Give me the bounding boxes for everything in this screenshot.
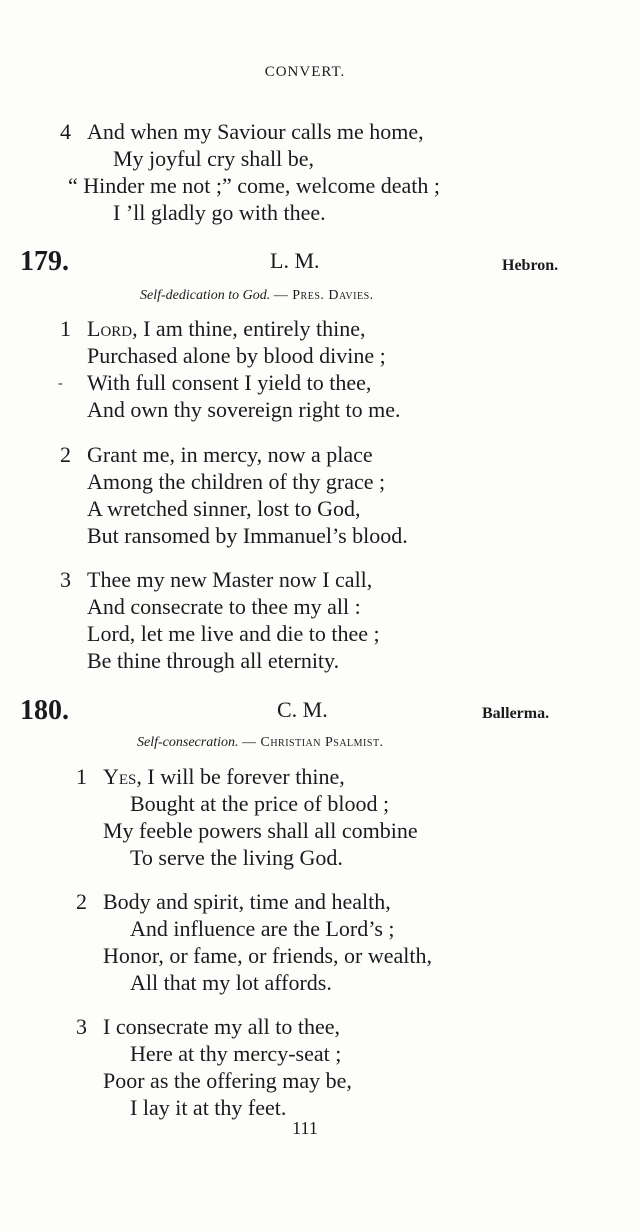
stanza-line-rest: I am thine, entirely thine, xyxy=(137,316,366,341)
hymn-author: — Pres. Davies. xyxy=(273,288,374,303)
hymn-number: 179. xyxy=(20,246,69,277)
stanza-line: Purchased alone by blood divine ; xyxy=(87,343,386,368)
hymn-meter: L. M. xyxy=(270,248,320,273)
stanza-line: Grant me, in mercy, now a place xyxy=(87,442,373,467)
stanza-line: And own thy sovereign right to me. xyxy=(87,397,401,422)
stanza-line: Here at thy mercy-seat ; xyxy=(130,1041,342,1066)
tune-name: Ballerma. xyxy=(482,705,550,722)
stanza-number: 1 xyxy=(60,316,71,341)
tune-name: Hebron. xyxy=(502,257,559,274)
stanza-line-rest: I will be forever thine, xyxy=(141,764,345,789)
hymn-subtitle xyxy=(137,735,384,751)
stanza-line: Among the children of thy grace ; xyxy=(87,469,386,494)
stanza-number: 4 xyxy=(60,119,71,144)
running-head: CONVERT. xyxy=(264,64,346,80)
stanza-number: 3 xyxy=(60,567,71,592)
stanza-line: I ’ll gladly go with thee. xyxy=(113,200,326,225)
stanza-line: And consecrate to thee my all : xyxy=(87,594,361,619)
stanza-line: Honor, or fame, or friends, or wealth, xyxy=(103,943,433,968)
stray-mark: - xyxy=(58,376,63,391)
stanza-line: All that my lot affords. xyxy=(130,970,332,995)
stanza-number: 3 xyxy=(76,1014,87,1039)
stanza-line: I lay it at thy feet. xyxy=(130,1095,287,1120)
stanza-line: I consecrate my all to thee, xyxy=(103,1014,341,1039)
stanza-line: My feeble powers shall all combine xyxy=(103,818,418,843)
stanza-number: 2 xyxy=(76,889,87,914)
stanza-number: 1 xyxy=(76,764,87,789)
stanza-line: “ Hinder me not ;” come, welcome death ; xyxy=(68,173,441,198)
first-word: Lord, xyxy=(87,316,138,341)
subtitle-text: Self-consecration. xyxy=(137,735,239,750)
stanza-line: With full consent I yield to thee, xyxy=(87,370,372,395)
page-number: 111 xyxy=(292,1118,318,1138)
first-word: Yes, xyxy=(103,764,142,789)
stanza-line: And influence are the Lord’s ; xyxy=(130,916,395,941)
hymn-subtitle xyxy=(140,288,374,304)
hymn-meter: C. M. xyxy=(277,697,328,722)
hymn-number: 180. xyxy=(20,695,69,726)
stanza-line: Bought at the price of blood ; xyxy=(130,791,390,816)
stanza-line xyxy=(87,315,365,342)
stanza-line: Thee my new Master now I call, xyxy=(87,567,373,592)
stanza-line: My joyful cry shall be, xyxy=(113,146,315,171)
stanza-line xyxy=(103,763,345,790)
stanza-line: A wretched sinner, lost to God, xyxy=(87,496,361,521)
stanza-line: Be thine through all eternity. xyxy=(87,648,340,673)
stanza-line: To serve the living God. xyxy=(130,845,343,870)
stanza-line: Poor as the offering may be, xyxy=(103,1068,352,1093)
stanza-line: Lord, let me live and die to thee ; xyxy=(87,621,380,646)
stanza-line: And when my Saviour calls me home, xyxy=(87,119,424,144)
stanza-line: Body and spirit, time and health, xyxy=(103,889,391,914)
hymn-author: — Christian Psalmist. xyxy=(241,735,384,750)
stanza-line: But ransomed by Immanuel’s blood. xyxy=(87,523,408,548)
subtitle-text: Self-dedication to God. xyxy=(140,288,271,303)
stanza-number: 2 xyxy=(60,442,71,467)
